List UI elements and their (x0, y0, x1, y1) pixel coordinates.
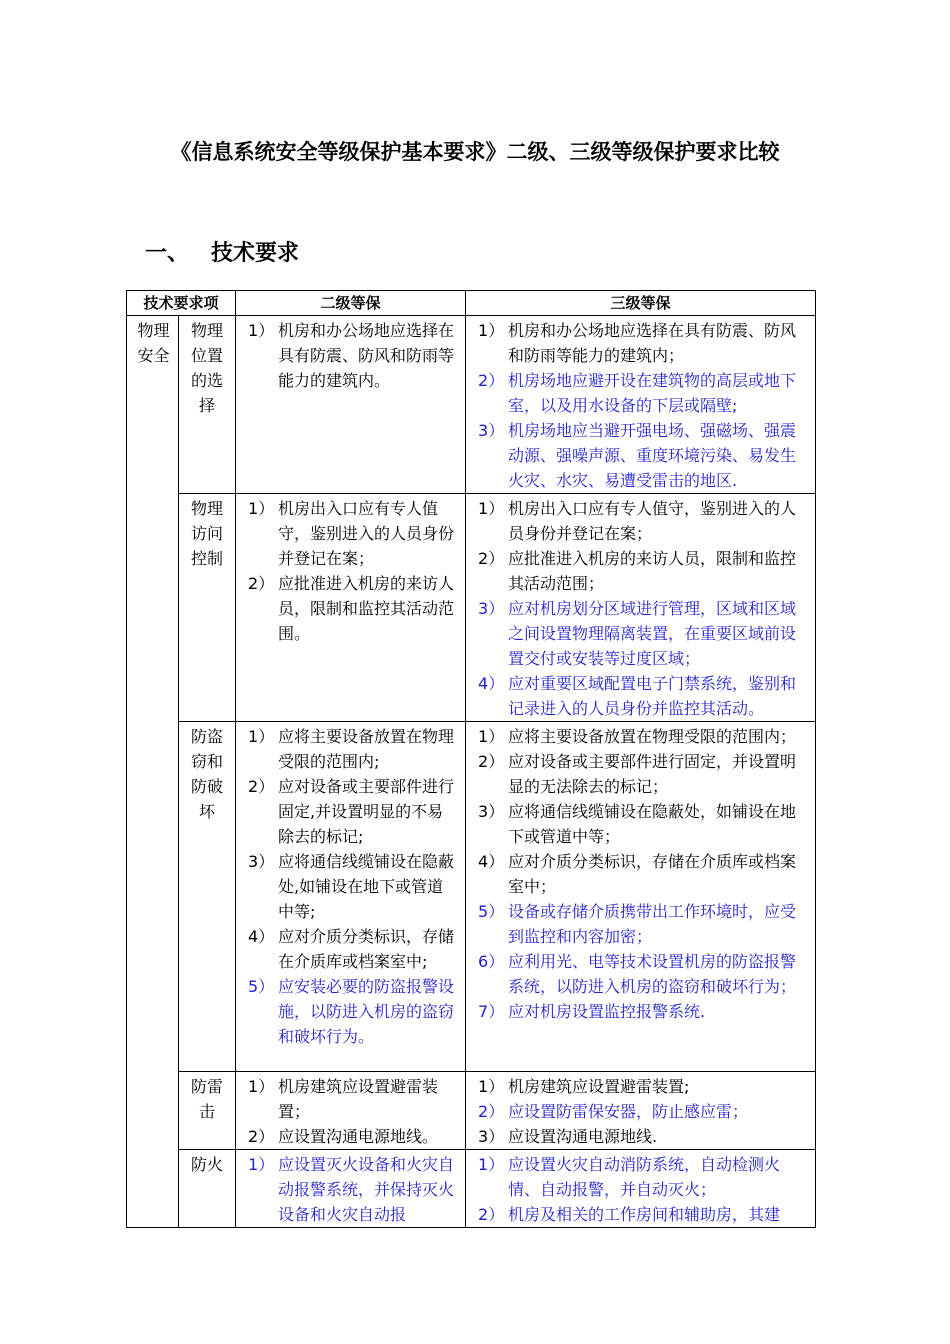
requirement-item (242, 318, 459, 393)
item-number: 1） (478, 499, 505, 518)
item-number: 3） (248, 852, 275, 871)
item-number: 7） (478, 1002, 505, 1021)
requirement-item (472, 546, 809, 596)
item-text: 应设置沟通电源地线。 (278, 1127, 439, 1146)
requirement-item (242, 571, 459, 646)
item-number: 1） (248, 499, 275, 518)
item-number: 4） (478, 674, 505, 693)
table-row (127, 1150, 816, 1228)
item-number: 1） (248, 1077, 275, 1096)
level3-cell (466, 722, 816, 1072)
document-title: 《信息系统安全等级保护基本要求》二级、三级等级保护要求比较 (170, 140, 780, 164)
requirement-item (472, 418, 809, 493)
item-number: 2） (478, 549, 505, 568)
item-number: 2） (248, 777, 275, 796)
section-heading (145, 236, 299, 267)
requirement-item (472, 1099, 809, 1124)
requirement-item (472, 849, 809, 899)
item-text: 应将通信线缆铺设在隐蔽处，如铺设在地下或管道中等； (508, 802, 797, 846)
header-item: 技术要求项 (127, 291, 236, 316)
item-text: 应对设备或主要部件进行固定,并设置明显的不易除去的标记; (278, 777, 455, 846)
item-text: 应将主要设备放置在物理受限的范围内; (278, 727, 455, 771)
item-text: 机房及相关的工作房间和辅助房，其建 (508, 1205, 781, 1224)
item-number: 2） (478, 371, 505, 390)
requirement-item (242, 849, 459, 924)
item-number: 2） (248, 574, 275, 593)
row-item: 防火 (179, 1150, 236, 1228)
item-text: 机房建筑应设置避雷装置； (278, 1077, 439, 1121)
requirement-item (472, 999, 809, 1024)
table-row (127, 316, 816, 494)
requirement-item (472, 799, 809, 849)
requirement-item (242, 774, 459, 849)
item-text: 机房建筑应设置避雷装置; (508, 1077, 690, 1096)
table-header-row (127, 291, 816, 316)
requirement-item (472, 318, 809, 368)
requirement-item (242, 1152, 459, 1227)
row-item: 物理访问控制 (179, 494, 236, 722)
level3-cell (466, 316, 816, 494)
level2-cell (236, 722, 466, 1072)
item-text: 应设置防雷保安器，防止感应雷； (508, 1102, 749, 1121)
item-number: 1） (248, 321, 275, 340)
item-text: 机房场地应当避开强电场、强磁场、强震动源、强噪声源、重度环境污染、易发生火灾、水灾、易遭受雷击的地区. (508, 421, 797, 490)
item-text: 应批准进入机房的来访人员，限制和监控其活动范围。 (278, 574, 455, 643)
item-text: 应设置火灾自动消防系统，自动检测火情、自动报警，并自动灭火； (508, 1155, 781, 1199)
table-row (127, 1072, 816, 1150)
item-text: 机房和办公场地应选择在具有防震、防风和防雨等能力的建筑内； (508, 321, 797, 365)
item-number: 2） (478, 752, 505, 771)
item-number: 1） (478, 321, 505, 340)
item-text: 机房出入口应有专人值守，鉴别进入的人员身份并登记在案； (278, 499, 455, 568)
item-number: 1） (478, 727, 505, 746)
level2-cell (236, 316, 466, 494)
requirement-item (472, 1202, 809, 1227)
row-item: 防盗窃和防破坏 (179, 722, 236, 1072)
item-number: 5） (248, 977, 275, 996)
item-text: 应设置灭火设备和火灾自动报警系统，并保持灭火设备和火灾自动报 (278, 1155, 455, 1224)
table-row (127, 722, 816, 1072)
level3-cell (466, 1072, 816, 1150)
item-text: 应利用光、电等技术设置机房的防盗报警系统，以防进入机房的盗窃和破坏行为； (508, 952, 797, 996)
item-text: 应对设备或主要部件进行固定，并设置明显的无法除去的标记； (508, 752, 797, 796)
item-number: 3） (478, 802, 505, 821)
item-text: 应将通信线缆铺设在隐蔽处,如铺设在地下或管道中等; (278, 852, 455, 921)
header-level3: 三级等保 (466, 291, 816, 316)
item-number: 3） (478, 421, 505, 440)
requirement-item (472, 671, 809, 721)
item-text: 应设置沟通电源地线. (508, 1127, 658, 1146)
level2-cell (236, 1072, 466, 1150)
item-number: 3） (478, 1127, 505, 1146)
requirement-item (242, 974, 459, 1049)
item-text: 应安装必要的防盗报警设施，以防进入机房的盗窃和破坏行为。 (278, 977, 455, 1046)
item-text: 设备或存储介质携带出工作环境时，应受到监控和内容加密； (508, 902, 797, 946)
level3-cell (466, 494, 816, 722)
requirement-item (242, 924, 459, 974)
item-text: 应批准进入机房的来访人员，限制和监控其活动范围； (508, 549, 797, 593)
level2-cell (236, 1150, 466, 1228)
item-text: 机房出入口应有专人值守，鉴别进入的人员身份并登记在案； (508, 499, 797, 543)
row-item: 物理位置的选择 (179, 316, 236, 494)
item-text: 应对机房设置监控报警系统. (508, 1002, 706, 1021)
item-number: 3） (478, 599, 505, 618)
item-number: 6） (478, 952, 505, 971)
item-text: 应对机房划分区域进行管理，区域和区域之间设置物理隔离装置，在重要区域前设置交付或安装等过度区域； (508, 599, 797, 668)
requirement-item (472, 724, 809, 749)
item-text: 应将主要设备放置在物理受限的范围内； (508, 727, 797, 746)
requirements-table (126, 290, 816, 1228)
table-row (127, 494, 816, 722)
requirement-item (472, 899, 809, 949)
requirement-item (242, 1074, 459, 1124)
level3-cell (466, 1150, 816, 1228)
item-number: 5） (478, 902, 505, 921)
item-text: 应对重要区域配置电子门禁系统，鉴别和记录进入的人员身份并监控其活动。 (508, 674, 797, 718)
section-title: 技术要求 (211, 241, 300, 266)
item-number: 1） (248, 1155, 275, 1174)
item-text: 应对介质分类标识，存储在介质库或档案室中； (508, 852, 797, 896)
level2-cell (236, 494, 466, 722)
requirement-item (472, 749, 809, 799)
item-text: 机房场地应避开设在建筑物的高层或地下室，以及用水设备的下层或隔壁; (508, 371, 797, 415)
item-number: 4） (248, 927, 275, 946)
item-text: 应对介质分类标识，存储在介质库或档案室中; (278, 927, 455, 971)
item-number: 2） (248, 1127, 275, 1146)
requirement-item (472, 1152, 809, 1202)
row-item: 防雷击 (179, 1072, 236, 1150)
item-number: 2） (478, 1205, 505, 1224)
requirement-item (472, 496, 809, 546)
header-level2: 二级等保 (236, 291, 466, 316)
requirement-item (472, 1074, 809, 1099)
item-number: 1） (478, 1155, 505, 1174)
item-text: 机房和办公场地应选择在具有防震、防风和防雨等能力的建筑内。 (278, 321, 455, 390)
requirement-item (472, 1124, 809, 1149)
requirement-item (472, 949, 809, 999)
requirement-item (242, 496, 459, 571)
item-number: 4） (478, 852, 505, 871)
item-number: 1） (478, 1077, 505, 1096)
item-number: 1） (248, 727, 275, 746)
requirement-item (472, 596, 809, 671)
requirement-item (242, 1124, 459, 1149)
section-number: 一、 (145, 241, 190, 266)
requirement-item (472, 368, 809, 418)
requirement-item (242, 724, 459, 774)
item-number: 2） (478, 1102, 505, 1121)
category-cell: 物理安全 (127, 316, 179, 1228)
